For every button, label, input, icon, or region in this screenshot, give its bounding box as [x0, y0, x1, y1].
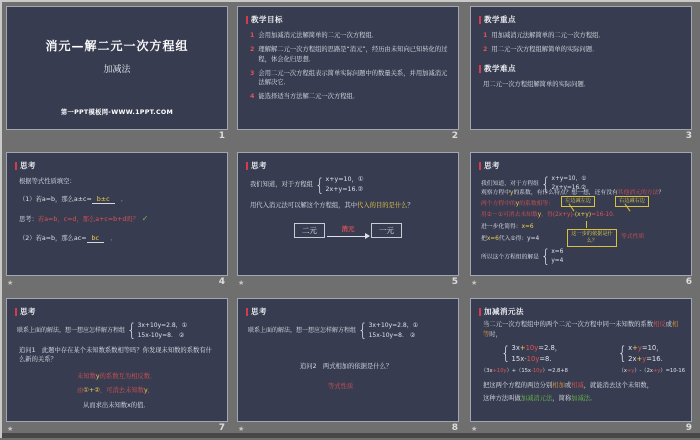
- heading-accent-bar: [479, 162, 481, 170]
- followup-question-2: 追问2 两式相加的依据是什么？: [300, 362, 393, 370]
- equation-2: 15x-10y=8.: [511, 354, 552, 363]
- slide-heading: 教学重点: [471, 7, 691, 25]
- slide-number: 5: [451, 277, 458, 287]
- slide-number: 8: [451, 423, 458, 433]
- keypoint-list: [471, 25, 691, 54]
- system-brace: {: [314, 173, 325, 196]
- solution-system: [540, 245, 564, 268]
- equation-system: [358, 321, 418, 340]
- substitute-line: 把x=6代入①得：y=4: [481, 236, 540, 242]
- elimination-diagram: [238, 223, 458, 238]
- connector-line: [586, 221, 587, 228]
- answer-line: 由①+②，可消去未知数y，: [77, 387, 154, 395]
- list-item: 3 会用二元一次方程组表示简单实际问题中的数量关系，并用加减消元法解决它．: [250, 69, 448, 86]
- slide-cell-3: [466, 2, 700, 148]
- heading-accent-bar: [15, 162, 17, 170]
- equation-2: 2x+y=16.②: [325, 186, 364, 193]
- presentation-subtitle: 加减法: [103, 65, 131, 75]
- presentation-title: 消元—解二元一次方程组: [45, 39, 189, 53]
- slide-heading: 加减消元法: [471, 299, 691, 317]
- basis-answer: 等式性质: [621, 234, 645, 240]
- example-systems: [501, 343, 691, 364]
- window-bottom-edge: [2, 433, 700, 438]
- system-brace: {: [540, 245, 551, 268]
- equation-1: 3x+10y=2.8，①: [368, 322, 419, 330]
- subtract-equation-line: 用②－①可消去未知数y，得(2x+y)-(x+y)=16-10．: [481, 212, 619, 218]
- heading-accent-bar: [246, 162, 248, 170]
- heading-accent-bar: [479, 16, 481, 24]
- right-arrow-icon: [327, 236, 369, 237]
- unary-box: 一元: [371, 223, 402, 238]
- slide-number: 1: [218, 131, 225, 141]
- slide-grid: [2, 2, 700, 440]
- equation-system: [315, 175, 364, 195]
- answer-line: 未知数y的系数互为相反数．: [77, 372, 157, 380]
- method-name-line: 这种方法叫做加减消元法，简称加减法．: [483, 395, 597, 403]
- slide-cell-8: [233, 294, 466, 440]
- intro-with-system: 联系上面的解法，想一想应怎样解方程组 { 3x+10y=2.8，① 15x-10y=8. ②: [17, 319, 188, 341]
- callout-left-minus: 左边减左边: [561, 196, 595, 207]
- transition-star-icon[interactable]: ★: [238, 279, 245, 287]
- difference-equation-b: （x+y）-（2x+y）=10-16: [618, 368, 685, 375]
- heading-accent-bar: [479, 308, 481, 316]
- system-brace: {: [617, 342, 628, 364]
- solution-row: 所以这个方程组的解是 { x=6 y=4: [481, 245, 564, 268]
- slide-heading: 思考: [238, 153, 458, 171]
- simplify-line: 进一步化简得：x=6: [481, 224, 534, 230]
- definition-line: 当二元一次方程组中的两个二元一次方程中同一未知数的系数相反或相等时，: [483, 321, 679, 338]
- transition-star-icon[interactable]: ★: [7, 279, 14, 287]
- equation-2: 15x-10y=8. ②: [368, 331, 416, 339]
- list-item: 2 理解解二元一次方程组的思路是“消元”，经历由未知向已知转化的过程，体会化归思想．: [250, 46, 448, 63]
- list-item: 2 用二元一次方程组解简单的实际问题．: [483, 46, 599, 54]
- slide-number: 7: [218, 423, 225, 433]
- system-brace: {: [127, 319, 137, 341]
- callout-right-minus: 右边减右边: [615, 196, 649, 207]
- slide-thumbnail-7[interactable]: [6, 298, 228, 422]
- slide-heading: 思考: [471, 153, 691, 171]
- slide-cell-9: [466, 294, 700, 440]
- question-line: 用代入消元法可以解这个方程组，其中代入的目的是什么？: [250, 201, 414, 209]
- solution-x: x=6: [551, 249, 564, 255]
- heading-accent-bar: [479, 65, 481, 73]
- equation-1: 3x+10y=2.8，: [511, 344, 562, 353]
- intro-with-system: 我们知道，对于方程组 { x+y=10，① 2x+y=16.②: [250, 173, 364, 196]
- difficulty-text: 用二元一次方程组解简单的实际问题．: [483, 81, 591, 89]
- source-footer: 第一PPT模板网-WWW.1PPT.COM: [60, 109, 174, 116]
- followup-question-1: 追问1 此题中存在某个未知数系数相等吗？你发现未知数的系数有什么新的关系？: [19, 346, 212, 364]
- slide-number: 3: [685, 131, 692, 141]
- equation-2: 2x+y=16.②: [551, 185, 587, 192]
- transition-star-icon[interactable]: ★: [471, 279, 478, 287]
- list-item: 4 能选择适当方法解二元一次方程组．: [250, 92, 360, 100]
- equation-1: x+y=10，①: [325, 176, 364, 184]
- observe-line: 观察方程中y的系数，有什么特点？想一想，还有没有其他消元的方法？: [481, 190, 665, 196]
- heading-accent-bar: [246, 308, 248, 316]
- fill-blank-line: （2）若a=b，那么ac= bc ．: [19, 235, 117, 243]
- slide-thumbnail-5[interactable]: [237, 152, 459, 276]
- binary-box: 二元: [294, 223, 325, 238]
- slide-number: 6: [685, 277, 692, 287]
- answer-line: 从而求出未知数x的值．: [83, 401, 150, 409]
- equation-1: x+y=10，: [628, 344, 664, 353]
- slide-cell-6: [466, 148, 700, 294]
- sum-equation-a: （3x+10y）+（15x-10y）=2.8+8: [481, 368, 568, 375]
- solution-y: y=4: [551, 257, 564, 264]
- transition-star-icon[interactable]: ★: [7, 425, 14, 433]
- equation-2: 15x-10y=8. ②: [137, 331, 185, 339]
- slide-thumbnail-1[interactable]: [6, 6, 228, 130]
- slide-heading: 思考: [7, 153, 227, 171]
- equation-2: 2x+y=16.: [628, 354, 663, 363]
- slide-heading: 思考: [238, 299, 458, 317]
- equation-1: x+y=10，①: [551, 176, 587, 183]
- system-brace: {: [358, 319, 368, 341]
- combined-equations: [471, 368, 691, 376]
- system-brace: {: [501, 342, 511, 364]
- slide-thumbnail-2[interactable]: [237, 6, 459, 130]
- think-question-line: 思考：若a=b，c=d，那么a+c=b+d吗？ ✓: [19, 214, 149, 224]
- fill-blank-line: （1）若a=b，那么a±c= b±c ．: [19, 195, 128, 203]
- objective-list: [238, 25, 458, 101]
- method-line: 把这两个方程的两边分别相加或相减，就能消去这个未知数，: [483, 381, 654, 389]
- answer-line: 等式性质: [328, 383, 354, 391]
- equation-system: [127, 321, 187, 340]
- slide-heading-2: 教学难点: [471, 59, 691, 74]
- slide-cell-4: [2, 148, 233, 294]
- system-brace: {: [540, 172, 551, 195]
- equation-system-b: [618, 343, 663, 364]
- list-item: 1 会用加减消元法解简单的二元一次方程组．: [250, 32, 379, 40]
- slide-thumbnail-6[interactable]: [470, 152, 692, 276]
- slide-number: 9: [685, 423, 692, 433]
- equation-system-a: [501, 343, 562, 364]
- intro-with-system: 我们知道，对于方程组 { x+y=10，① 2x+y=16.②: [481, 172, 587, 195]
- slide-cell-1: [2, 2, 233, 148]
- slide-thumbnail-8[interactable]: [237, 298, 459, 422]
- list-item: 1 用加减消元法解简单的二元一次方程组．: [483, 32, 605, 40]
- slide-thumbnail-3[interactable]: [470, 6, 692, 130]
- slide-cell-5: [233, 148, 466, 294]
- equation-1: 3x+10y=2.8，①: [137, 322, 188, 330]
- slide-number: 4: [218, 277, 225, 287]
- slide-thumbnail-9[interactable]: [470, 298, 692, 422]
- intro-with-system: 联系上面的解法，想一想应怎样解方程组 { 3x+10y=2.8，① 15x-10y=8. ②: [248, 319, 419, 341]
- coefficient-line: 两个方程中的y的系数相等：: [481, 201, 555, 207]
- callout-basis-question: 这一步的依据是什么？: [567, 229, 617, 247]
- arrow-label: 消元: [341, 224, 355, 233]
- heading-accent-bar: [15, 308, 17, 316]
- heading-accent-bar: [246, 16, 248, 24]
- slide-cell-7: [2, 294, 233, 440]
- transition-star-icon[interactable]: ★: [471, 425, 478, 433]
- slide-thumbnail-4[interactable]: [6, 152, 228, 276]
- slide-heading: 思考: [7, 299, 227, 317]
- slide-heading: 教学目标: [238, 7, 458, 25]
- slide-cell-2: [233, 2, 466, 148]
- slide-number: 2: [451, 131, 458, 141]
- text-line: 根据等式性质填空：: [19, 178, 76, 186]
- transition-star-icon[interactable]: ★: [238, 425, 245, 433]
